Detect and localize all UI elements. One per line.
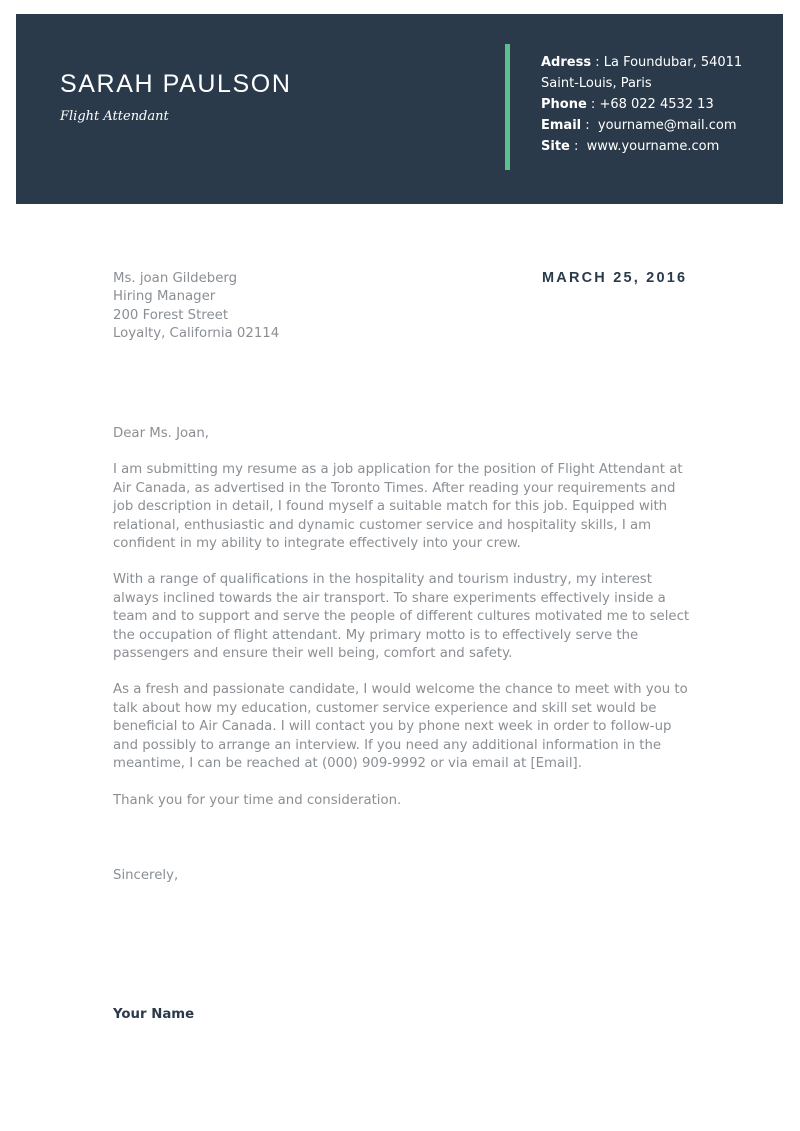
signature: Your Name [113, 1007, 195, 1022]
phone-label: Phone [541, 97, 587, 112]
letter-date: MARCH 25, 2016 [542, 270, 688, 286]
recipient-city: Loyalty, California 02114 [113, 326, 280, 342]
site-label: Site [541, 139, 570, 154]
contact-address: Adress : La Foundubar, 54011 [541, 55, 743, 70]
contact-block [541, 52, 742, 157]
contact-email: Email : yourname@mail.com [541, 118, 737, 133]
closing: Sincerely, [113, 868, 179, 883]
address-label: Adress [541, 55, 592, 70]
recipient-title: Hiring Manager [113, 289, 216, 305]
address-line1: La Foundubar, 54011 [603, 55, 743, 70]
contact-site: Site : www.yourname.com [541, 139, 720, 154]
paragraph-3: As a fresh and passionate candidate, I would welcome the chance to meet with you to talk about how my education, customer service experience and skill set would be beneficial to Air Canada. I will contact you by phone next week in order to follow-up and possibly to arrange an interview. If you need any additional information in the meantime, I can be reached at (000) 909-9992 or via email at [Email]. [113, 682, 688, 772]
contact-phone: Phone : +68 022 4532 13 [541, 97, 714, 112]
recipient-name: Ms. joan Gildeberg [113, 271, 238, 286]
job-title: Flight Attendant [60, 109, 169, 124]
recipient-street: 200 Forest Street [113, 307, 229, 323]
header-banner [16, 14, 783, 204]
phone-value: +68 022 4532 13 [599, 97, 714, 112]
accent-divider [505, 44, 510, 170]
letter-body [113, 425, 693, 828]
email-value: yourname@mail.com [597, 118, 737, 133]
applicant-name: SARAH PAULSON [60, 70, 292, 98]
paragraph-2: With a range of qualifications in the hospitality and tourism industry, my interest always inclined towards the air transport. To share experiments effectively inside a team and to support and serve the people of different cultures motivated me to select the occupation of flight attendant. My primary motto is to effectively serve the passengers and ensure their well being, comfort and safety. [113, 572, 690, 662]
address-line2: Saint-Louis, Paris [541, 76, 652, 91]
thank-you: Thank you for your time and consideration. [113, 792, 402, 808]
email-label: Email [541, 118, 582, 133]
salutation: Dear Ms. Joan, [113, 426, 209, 441]
site-value: www.yourname.com [586, 139, 720, 154]
paragraph-1: I am submitting my resume as a job application for the position of Flight Attendant at Air Canada, as advertised in the Toronto Times. After reading your requirements and job description in detail, I found myself a suitable match for this job. Equipped with relational, enthusiastic and dynamic customer service and hospitality skills, I am confident in my ability to integrate effectively into your crew. [113, 462, 683, 552]
recipient-block [113, 270, 279, 344]
